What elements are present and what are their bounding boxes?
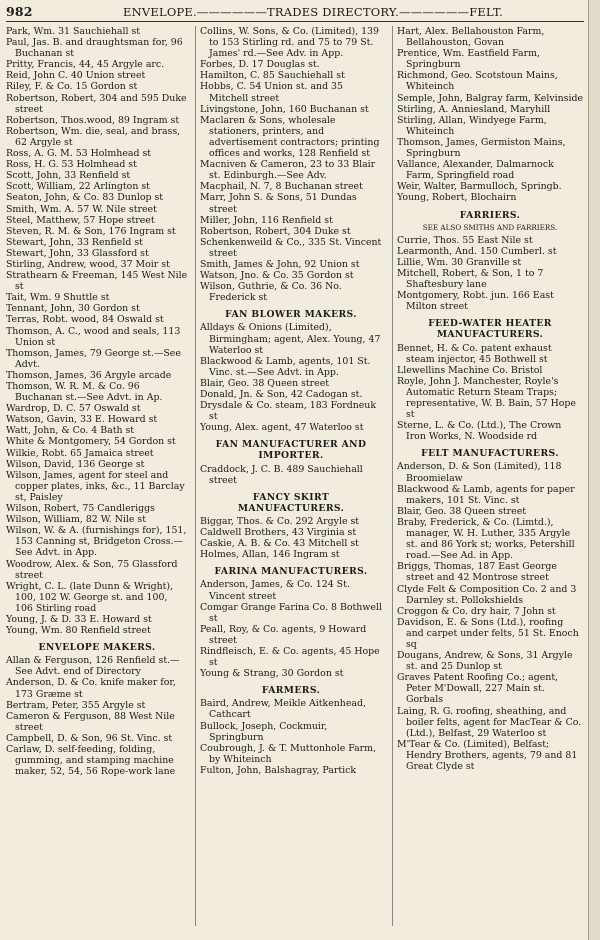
directory-entry: Wilkie, Robt. 65 Jamaica street [6,447,154,459]
directory-entry: Thomson, W. R. M. & Co. 96 Buchanan st.—See Advt. in Ap. [6,381,163,404]
directory-entry: Hobbs, C. 54 Union st. and 35 Mitchell street [200,81,343,104]
section-heading: FARRIERS. [459,209,521,221]
directory-entry: Anderson, D. & Son (Limited), 118 Broomielaw [397,461,562,484]
directory-entry: Schenkenweild & Co., 335 St. Vincent street [200,236,382,259]
directory-entry: Scott, John, 33 Renfield st [6,170,131,182]
directory-entry: White & Montgomery, 54 Gordon st [6,436,176,448]
directory-entry: Stewart, John, 33 Renfield st [6,236,143,248]
directory-entry: Alldays & Onions (Limited), Birmingham; agent, Alex. Young, 47 Waterloo st [200,322,381,356]
column-divider [392,26,393,926]
directory-entry: Pritty, Francis, 44, 45 Argyle arc. [6,59,165,71]
directory-entry: Stirling, A. Anniesland, Maryhill [397,103,551,115]
directory-entry: Coubrough, J. & T. Muttonhole Farm, by Whiteinch [200,742,377,765]
directory-entry: Montgomery, Robt. jun. 166 East Milton street [397,290,554,313]
directory-entry: Thomson, A. C., wood and seals, 113 Union st [6,325,181,348]
directory-entry: Ross, H. G. 53 Holmhead st [6,159,137,171]
directory-entry: Stirling, Andrew, wood, 37 Moir st [6,258,170,270]
directory-entry: Fulton, John, Balshagray, Partick [200,764,357,776]
directory-entry: Croggon & Co. dry hair, 7 John st [397,605,556,617]
adjacent-page-edge [588,0,600,940]
directory-entry: Donald, Jn. & Son, 42 Cadogan st. [200,389,363,400]
directory-entry: Scott, William, 22 Arlington st [6,181,150,193]
directory-entry: Lillie, Wm. 30 Granville st [397,256,522,268]
directory-entry: Anderson, D. & Co. knife maker for, 173 Græme st [6,677,176,700]
directory-entry: Strathearn & Freeman, 145 West Nile st [6,270,188,293]
directory-entry: Prentice, Wm. Eastfield Farm, Springburn [397,48,540,71]
directory-entry: Wilson, James, agent for steel and copper plates, inks, &c., 11 Barclay st, Paisley [6,469,185,503]
directory-entry: Livingstone, John, 160 Buchanan st [200,103,369,115]
directory-entry: Paul, Jas. B. and draughtsman for, 96 Buchanan st [6,37,183,60]
directory-entry: Terras, Robt. wood, 84 Oswald st [6,314,164,326]
directory-entry: Riley, F. & Co. 15 Gordon st [6,81,138,93]
directory-entry: Laing, R. G. roofing, sheathing, and boiler felts, agent for MacTear & Co. (Ltd.), Belfast, 29 Waterloo st [397,705,582,739]
directory-entry: Caldwell Brothers, 43 Virginia st [200,527,357,539]
section-heading: FARINA MANUFACTURERS. [214,566,368,578]
column-divider [195,26,196,926]
directory-entry: Watson, Gavin, 33 E. Howard st [6,414,158,426]
directory-entry: Wilson, Robert, 75 Candleriggs [6,503,155,515]
directory-entry: Smith, Wm. A. 57 W. Nile street [6,203,157,215]
directory-entry: Wilson, David, 136 George st [6,458,145,470]
directory-entry: Collins, W. Sons, & Co. (Limited), 139 to 153 Stirling rd. and 75 to 79 St. James' rd.—See Adv. in App. [200,26,379,60]
section-heading: FAN MANUFACTURER AND IMPORTER. [215,439,367,462]
directory-entry: Learmonth, And. 150 Cumberl. st [397,245,557,257]
running-title: ENVELOPE.——————TRADES DIRECTORY.——————FELT. [123,5,503,19]
directory-entry: Anderson, James, & Co. 124 St. Vincent street [200,579,350,602]
directory-entry: Steven, R. M. & Son, 176 Ingram st [6,225,176,237]
directory-entry: Peall, Roy, & Co. agents, 9 Howard street [200,623,367,646]
column-1 [6,26,188,777]
directory-entry: Tait, Wm. 9 Shuttle st [6,292,110,304]
directory-entry: Llewellins Machine Co. Bristol [397,364,543,376]
directory-entry: Wilson, W. & A. (furnishings for), 151, 153 Canning st, Bridgeton Cross.—See Advt. in App. [6,525,187,559]
directory-entry: Young, J. & D. 33 E. Howard st [6,613,152,625]
directory-entry: Stewart, John, 33 Glassford st [6,247,149,259]
directory-entry: Young, Alex. agent, 47 Waterloo st [200,422,364,434]
directory-entry: Biggar, Thos. & Co. 292 Argyle st [200,515,360,527]
directory-entry: Hamilton, C. 85 Sauchiehall st [200,70,345,82]
directory-entry: Tennant, John, 30 Gordon st [6,303,140,315]
section-heading: FELT MANUFACTURERS. [421,448,559,460]
directory-entry: Thomson, James, 79 George st.—See Advt. [6,347,181,370]
header-rule [6,21,584,22]
directory-entry: Allan & Ferguson, 126 Renfield st.—See Advt. end of Directory [6,655,180,678]
directory-entry: Marr, John S. & Sons, 51 Dundas street [200,192,357,215]
directory-entry: Craddock, J. C. B. 489 Sauchiehall street [200,463,363,486]
directory-entry: Bennet, H. & Co. patent exhaust steam injector, 45 Bothwell st [397,342,552,365]
section-heading: FARMERS. [261,685,321,697]
column-2 [200,26,382,776]
directory-entry: Maclaren & Sons, wholesale stationers, printers, and advertisement contractors; printing offices and works, 128 Renfield st [200,114,380,160]
directory-entry: Wardrop, D. C. 57 Oswald st [6,403,141,415]
directory-entry: Watson, Jno. & Co. 35 Gordon st [200,270,354,282]
directory-entry: Young & Strang, 30 Gordon st [200,668,344,680]
directory-entry: Robertson, Thos.wood, 89 Ingram st [6,114,180,126]
directory-entry: Reid, John C. 40 Union street [6,70,146,82]
directory-entry: Young, Wm. 80 Renfield street [6,625,151,637]
directory-entry: Hart, Alex. Bellahouston Farm, Bellahouston, Govan [397,26,545,49]
column-3 [397,26,583,772]
directory-entry: Baird, Andrew, Meikle Aitkenhead, Cathcart [200,698,366,721]
directory-entry: Blackwood & Lamb, agents, 101 St. Vinc. st.—See Advt. in App. [200,355,371,378]
directory-entry: Smith, James & John, 92 Union st [200,258,360,270]
directory-entry: Robertson, Robert, 304 Duke st [200,225,351,237]
directory-entry: Currie, Thos. 55 East Nile st [397,234,533,246]
section-heading: FAN BLOWER MAKERS. [225,309,357,321]
directory-entry: Vallance, Alexander, Dalmarnock Farm, Springfield road [397,159,554,182]
directory-entry: Miller, John, 116 Renfield st [200,214,333,226]
directory-entry: Clyde Felt & Composition Co. 2 and 3 Darnley st. Pollokshields [397,583,577,606]
page-number: 982 [6,4,33,19]
directory-entry: Semple, John, Balgray farm, Kelvinside [397,92,583,104]
directory-entry: Thomson, James, 36 Argyle arcade [6,369,172,381]
directory-entry: Braby, Frederick, & Co. (Limtd.), manager, W. H. Luther, 335 Argyle st. and 86 York st; works, Petershill road.—See Ad. in App. [397,516,575,562]
directory-entry: Caskie, A. B. & Co. 43 Mitchell st [200,538,359,550]
directory-entry: Briggs, Thomas, 187 East George street and 42 Montrose street [397,561,557,584]
directory-entry: Bertram, Peter, 355 Argyle st [6,699,146,711]
cross-reference: SEE ALSO SMITHS AND FARRIERS. [422,222,558,232]
directory-entry: Rindfleisch, E. & Co. agents, 45 Hope st [200,645,380,669]
directory-entry: Thomson, James, Germiston Mains, Springburn [397,136,566,160]
directory-entry: Seaton, John, & Co. 83 Dunlop st [6,192,164,204]
directory-entry: Macphail, N. 7, 8 Buchanan street [200,181,363,193]
directory-entry: Drysdale & Co. steam, 183 Fordneuk st [200,400,377,423]
directory-entry: Steel, Matthew, 57 Hope street [6,214,155,226]
directory-entry: Bullock, Joseph, Cockmuir, Springburn [200,720,328,743]
directory-entry: Comgar Grange Farina Co. 8 Bothwell st [200,601,382,624]
directory-entry: Ross, A. G. M. 53 Holmhead st [6,148,152,160]
directory-entry: Young, Robert, Blochairn [397,192,517,204]
directory-entry: Blackwood & Lamb, agents for paper makers, 101 St. Vinc. st [397,483,575,506]
directory-entry: Park, Wm. 31 Sauchiehall st [6,26,141,37]
directory-entry: Campbell, D. & Son, 96 St. Vinc. st [6,732,173,744]
directory-entry: Richmond, Geo. Scotstoun Mains, Whiteinch [397,70,558,93]
directory-entry: Cameron & Ferguson, 88 West Nile street [6,710,175,733]
section-heading: FEED-WATER HEATER MANUFACTURERS. [428,318,552,341]
directory-entry: Stirling, Allan, Windyege Farm, Whiteinch [397,114,547,137]
directory-entry: Forbes, D. 17 Douglas st. [200,59,320,71]
directory-entry: Macniven & Cameron, 23 to 33 Blair st. Edinburgh.—See Adv. [200,159,376,182]
section-heading: FANCY SKIRT MANUFACTURERS. [237,491,345,514]
directory-entry: Blair, Geo. 38 Queen street [200,377,330,389]
directory-entry: Weir, Walter, Barmulloch, Springb. [397,181,562,193]
directory-entry: Blair, Geo. 38 Queen street [397,505,527,517]
directory-entry: Dougans, Andrew, & Sons, 31 Argyle st. and 25 Dunlop st [397,650,573,673]
directory-entry: Mitchell, Robert, & Son, 1 to 7 Shaftesbury lane [397,267,544,291]
directory-entry: Wilson, William, 82 W. Nile st [6,514,146,526]
directory-entry: Royle, John J. Manchester, Royle's Automatic Return Steam Traps; representative, W. B. Bain, 57 Hope st [397,375,576,421]
directory-entry: Sterne, L. & Co. (Ltd.), The Crown Iron Works, N. Woodside rd [397,420,562,443]
directory-entry: Carlaw, D. self-feeding, folding, gumming, and stamping machine maker, 52, 54, 56 Rope-work lane [6,744,176,778]
page-header [6,2,590,22]
directory-entry: Watt, John, & Co. 4 Bath st [6,425,135,437]
directory-entry: Wright, C. L. (late Dunn & Wright), 100, 102 W. George st. and 100, 106 Stirling road [6,580,174,614]
directory-entry: M'Tear & Co. (Limited), Belfast; Hendry Brothers, agents, 79 and 81 Great Clyde st [397,738,578,772]
directory-entry: Wilson, Guthrie, & Co. 36 No. Frederick st [200,281,342,304]
directory-entry: Davidson, E. & Sons (Ltd.), roofing and carpet under felts, 51 St. Enoch sq [397,616,579,650]
directory-entry: Holmes, Allan, 146 Ingram st [200,549,340,561]
directory-entry: Graves Patent Roofing Co.; agent, Peter M'Dowall, 227 Main st. Gorbals [397,672,559,706]
directory-entry: Woodrow, Alex. & Son, 75 Glassford street [6,558,178,581]
directory-entry: Robertson, Wm. die, seal, and brass, 62 Argyle st [6,125,181,148]
section-heading: ENVELOPE MAKERS. [38,642,156,654]
directory-entry: Robertson, Robert, 304 and 595 Duke street [6,92,187,115]
